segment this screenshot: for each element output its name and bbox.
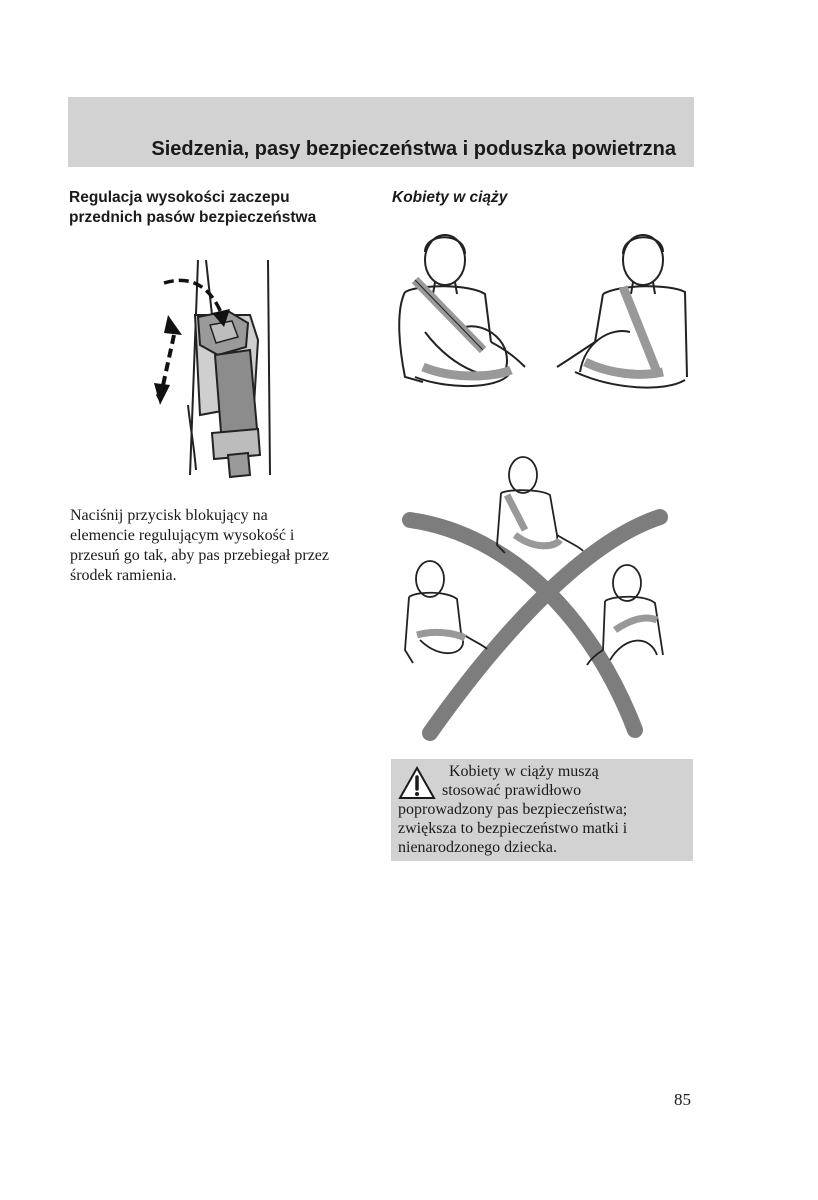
body-line-1: Naciśnij przycisk blokujący na xyxy=(70,507,268,524)
warning-line-4: zwiększa to bezpieczeństwo matki i xyxy=(398,820,628,837)
warning-line-1: Kobiety w ciąży muszą xyxy=(449,763,599,780)
belt-height-adjuster-illustration xyxy=(150,255,280,485)
warning-line-5: nienarodzonego dziecka. xyxy=(398,839,558,856)
page-number: 85 xyxy=(674,1090,691,1109)
incorrect-belt-illustration xyxy=(395,455,695,740)
warning-line-3: poprowadzony pas bezpieczeństwa; xyxy=(398,801,628,818)
body-line-4: środek ramienia. xyxy=(70,567,177,584)
warning-box xyxy=(391,759,693,861)
section-heading-pregnant: Kobiety w ciąży xyxy=(392,189,508,206)
header-band xyxy=(68,97,694,167)
heading-line-2: przednich pasów bezpieczeństwa xyxy=(69,209,317,226)
heading-line-1: Regulacja wysokości zaczepu xyxy=(69,189,290,206)
page-title: Siedzenia, pasy bezpieczeństwa i poduszka powietrzna xyxy=(151,138,676,160)
correct-belt-illustration xyxy=(395,232,695,397)
belt-height-instructions xyxy=(70,506,370,586)
section-heading-belt-height xyxy=(69,188,369,228)
warning-line-2: stosować prawidłowo xyxy=(442,782,582,799)
warning-text xyxy=(398,762,690,857)
body-line-3: przesuń go tak, aby pas przebiegał przez xyxy=(70,547,329,564)
body-line-2: elemencie regulującym wysokość i xyxy=(70,527,295,544)
